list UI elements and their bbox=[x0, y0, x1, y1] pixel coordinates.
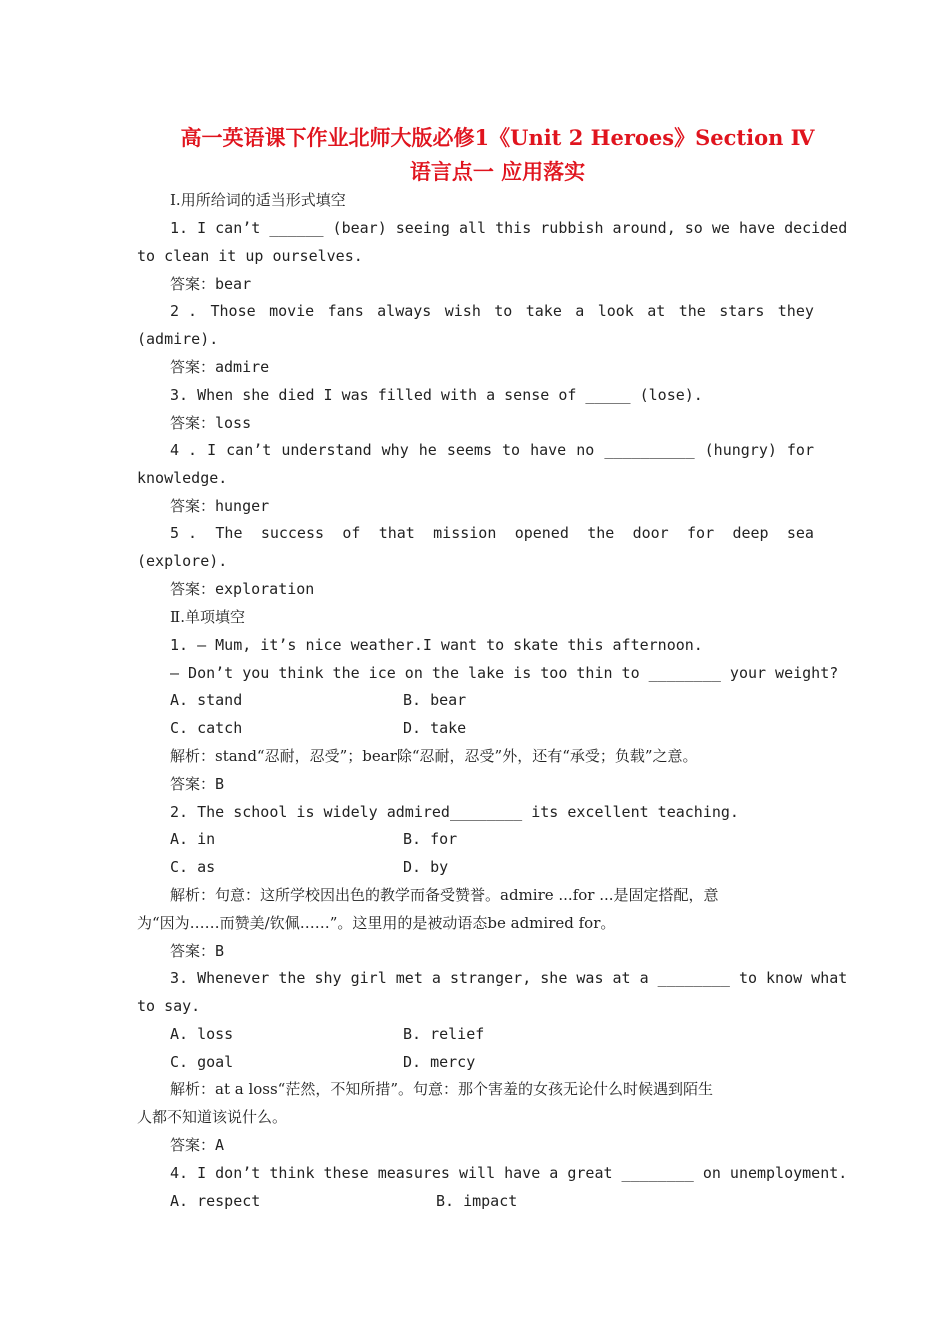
p2-q1-answer: 答案：B bbox=[170, 775, 225, 793]
p2-q3-answer: 答案：A bbox=[170, 1136, 225, 1154]
word: they bbox=[777, 302, 814, 320]
word: always bbox=[377, 302, 432, 320]
word: for bbox=[786, 441, 814, 459]
word: he bbox=[418, 441, 437, 459]
p2-q3-explanation-line1: 解析：at a loss“茫然，不知所措”。句意：那个害羞的女孩无论什么时候遇到陌生 bbox=[170, 1080, 714, 1098]
word: look bbox=[597, 302, 634, 320]
word: deep bbox=[732, 524, 769, 542]
word: 4 . bbox=[170, 441, 198, 459]
word: movie bbox=[269, 302, 315, 320]
p2-question-3-line1: 3. Whenever the shy girl met a stranger, she was at a ________ to know what bbox=[170, 969, 848, 987]
p1-question-2-line1 bbox=[170, 301, 814, 321]
word: a bbox=[575, 302, 585, 320]
word: stars bbox=[719, 302, 765, 320]
word: to bbox=[502, 441, 521, 459]
word: to bbox=[494, 302, 513, 320]
p2-q1-explanation: 解析：stand“忍耐，忍受”；bear除“忍耐，忍受”外，还有“承受；负载”之意。 bbox=[170, 747, 698, 765]
p2-question-1-line1: 1. — Mum, it’s nice weather.I want to skate this afternoon. bbox=[170, 636, 703, 654]
p2-q3-option-b: B. relief bbox=[403, 1025, 485, 1043]
word: the bbox=[678, 302, 706, 320]
p1-question-4-line1 bbox=[170, 440, 814, 460]
part2-heading: Ⅱ.单项填空 bbox=[170, 608, 245, 626]
word: seems bbox=[446, 441, 492, 459]
word: sea bbox=[786, 524, 814, 542]
word: why bbox=[381, 441, 409, 459]
word: wish bbox=[444, 302, 481, 320]
p2-q4-option-a: A. respect bbox=[170, 1192, 261, 1210]
word: have bbox=[530, 441, 567, 459]
word: for bbox=[687, 524, 715, 542]
p2-q2-explanation-line2: 为“因为……而赞美/钦佩……”。这里用的是被动语态be admired for。 bbox=[137, 914, 616, 932]
word: fans bbox=[327, 302, 364, 320]
word: opened bbox=[514, 524, 569, 542]
p1-answer-2: 答案：admire bbox=[170, 358, 270, 376]
p2-question-3-line2: to say. bbox=[137, 997, 201, 1015]
part1-heading: Ⅰ.用所给词的适当形式填空 bbox=[170, 191, 346, 209]
p1-answer-4: 答案：hunger bbox=[170, 497, 270, 515]
word: (hungry) bbox=[704, 441, 777, 459]
p2-q3-option-d: D. mercy bbox=[403, 1053, 476, 1071]
word: take bbox=[525, 302, 562, 320]
word: mission bbox=[433, 524, 497, 542]
p2-question-1-line2: — Don’t you think the ice on the lake is too thin to ________ your weight? bbox=[170, 664, 839, 682]
p1-question-5-line1 bbox=[170, 523, 814, 543]
p1-answer-5: 答案：exploration bbox=[170, 580, 315, 598]
p2-q2-explanation-line1: 解析：句意：这所学校因出色的教学而备受赞誉。admire ...for ...是固定搭配，意 bbox=[170, 886, 719, 904]
p1-question-3: 3. When she died I was filled with a sense of _____ (lose). bbox=[170, 386, 703, 404]
p2-q1-option-b: B. bear bbox=[403, 691, 467, 709]
p1-question-1-line1: 1. I can’t ______ (bear) seeing all this rubbish around, so we have decided bbox=[170, 219, 848, 237]
document-title-line2: 语言点一 应用落实 bbox=[409, 159, 586, 184]
word: Those bbox=[210, 302, 256, 320]
p2-q3-explanation-line2: 人都不知道该说什么。 bbox=[137, 1108, 288, 1126]
word: no bbox=[576, 441, 595, 459]
word: at bbox=[647, 302, 666, 320]
p2-q2-option-c: C. as bbox=[170, 858, 216, 876]
word: the bbox=[587, 524, 615, 542]
p2-q1-option-d: D. take bbox=[403, 719, 467, 737]
word: 5 . bbox=[170, 524, 198, 542]
p1-question-5-line2: (explore). bbox=[137, 552, 228, 570]
word: The bbox=[215, 524, 243, 542]
word: that bbox=[378, 524, 415, 542]
word: I bbox=[207, 441, 217, 459]
p2-q2-option-b: B. for bbox=[403, 830, 458, 848]
p2-question-2: 2. The school is widely admired________ its excellent teaching. bbox=[170, 803, 739, 821]
p1-question-4-line2: knowledge. bbox=[137, 469, 228, 487]
p2-q1-option-a: A. stand bbox=[170, 691, 243, 709]
p1-question-1-line2: to clean it up ourselves. bbox=[137, 247, 363, 265]
p2-q1-option-c: C. catch bbox=[170, 719, 243, 737]
p2-q4-option-b: B. impact bbox=[436, 1192, 518, 1210]
word: understand bbox=[281, 441, 372, 459]
document-title-line1: 高一英语课下作业北师大版必修1《Unit 2 Heroes》Section Ⅳ bbox=[180, 125, 815, 150]
word: can’t bbox=[226, 441, 272, 459]
p2-question-4: 4. I don’t think these measures will have a great ________ on unemployment. bbox=[170, 1164, 848, 1182]
word: 2 . bbox=[170, 302, 198, 320]
p2-q3-option-c: C. goal bbox=[170, 1053, 234, 1071]
p1-answer-1: 答案：bear bbox=[170, 275, 252, 293]
p2-q3-option-a: A. loss bbox=[170, 1025, 234, 1043]
p2-q2-option-d: D. by bbox=[403, 858, 449, 876]
p2-q2-option-a: A. in bbox=[170, 830, 216, 848]
word: door bbox=[632, 524, 669, 542]
p1-question-2-line2: (admire). bbox=[137, 330, 219, 348]
p1-answer-3: 答案：loss bbox=[170, 414, 252, 432]
word: of bbox=[342, 524, 361, 542]
word: __________ bbox=[604, 441, 695, 459]
p2-q2-answer: 答案：B bbox=[170, 942, 225, 960]
word: success bbox=[260, 524, 325, 542]
